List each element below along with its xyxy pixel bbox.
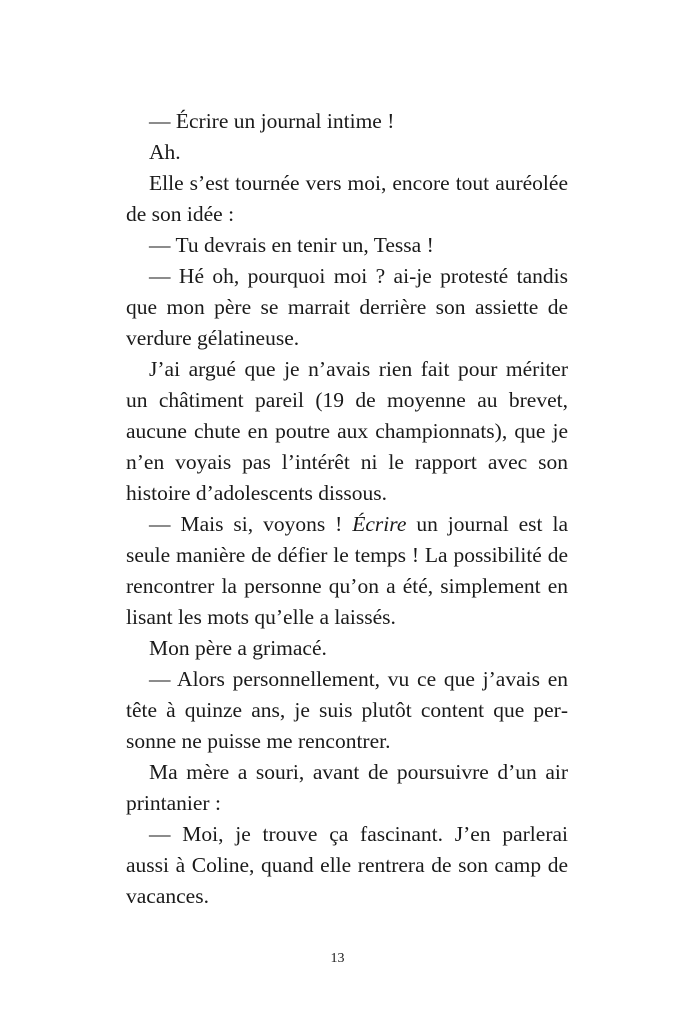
page-number: 13 [330, 951, 345, 966]
paragraph-7-italic: Écrire [352, 512, 407, 536]
paragraph-5: — Hé oh, pourquoi moi ? ai-je protesté tandis que mon père se marrait derrière son assiette de verdure gélatineuse. [126, 264, 568, 350]
paragraph-11: — Moi, je trouve ça fascinant. J’en parlerai aussi à Coline, quand elle rentrera de son camp de vacances. [126, 822, 568, 908]
paragraph-1: — Écrire un journal intime ! [149, 109, 395, 133]
paragraph-7-rest: un journal est la seule manière de défier le temps ! La possibilité de rencontrer la personne qu’on a été, simplement en lisant les mots qu’elle a laissés. [126, 512, 568, 629]
paragraph-2: Ah. [149, 140, 181, 164]
paragraph-8: Mon père a grimacé. [149, 636, 327, 660]
paragraph-3: Elle s’est tournée vers moi, encore tout auréolée de son idée : [126, 171, 568, 226]
paragraph-9: — Alors personnellement, vu ce que j’avais en tête à quinze ans, je suis plutôt content que personne ne puisse me rencontrer. [126, 667, 568, 753]
paragraph-4: — Tu devrais en tenir un, Tessa ! [149, 233, 434, 257]
paragraph-7 [126, 509, 568, 633]
paragraph-10: Ma mère a souri, avant de poursuivre d’un air printanier : [126, 760, 568, 815]
page-body [126, 106, 568, 912]
paragraph-6: J’ai argué que je n’avais rien fait pour mériter un châtiment pareil (19 de moyenne au brevet, aucune chute en poutre aux championnats), que je n’en voyais pas l’intérêt ni le rapport avec son histoire d’adolescents dissous. [126, 357, 568, 505]
paragraph-7-lead: — Mais si, voyons ! [149, 512, 353, 536]
